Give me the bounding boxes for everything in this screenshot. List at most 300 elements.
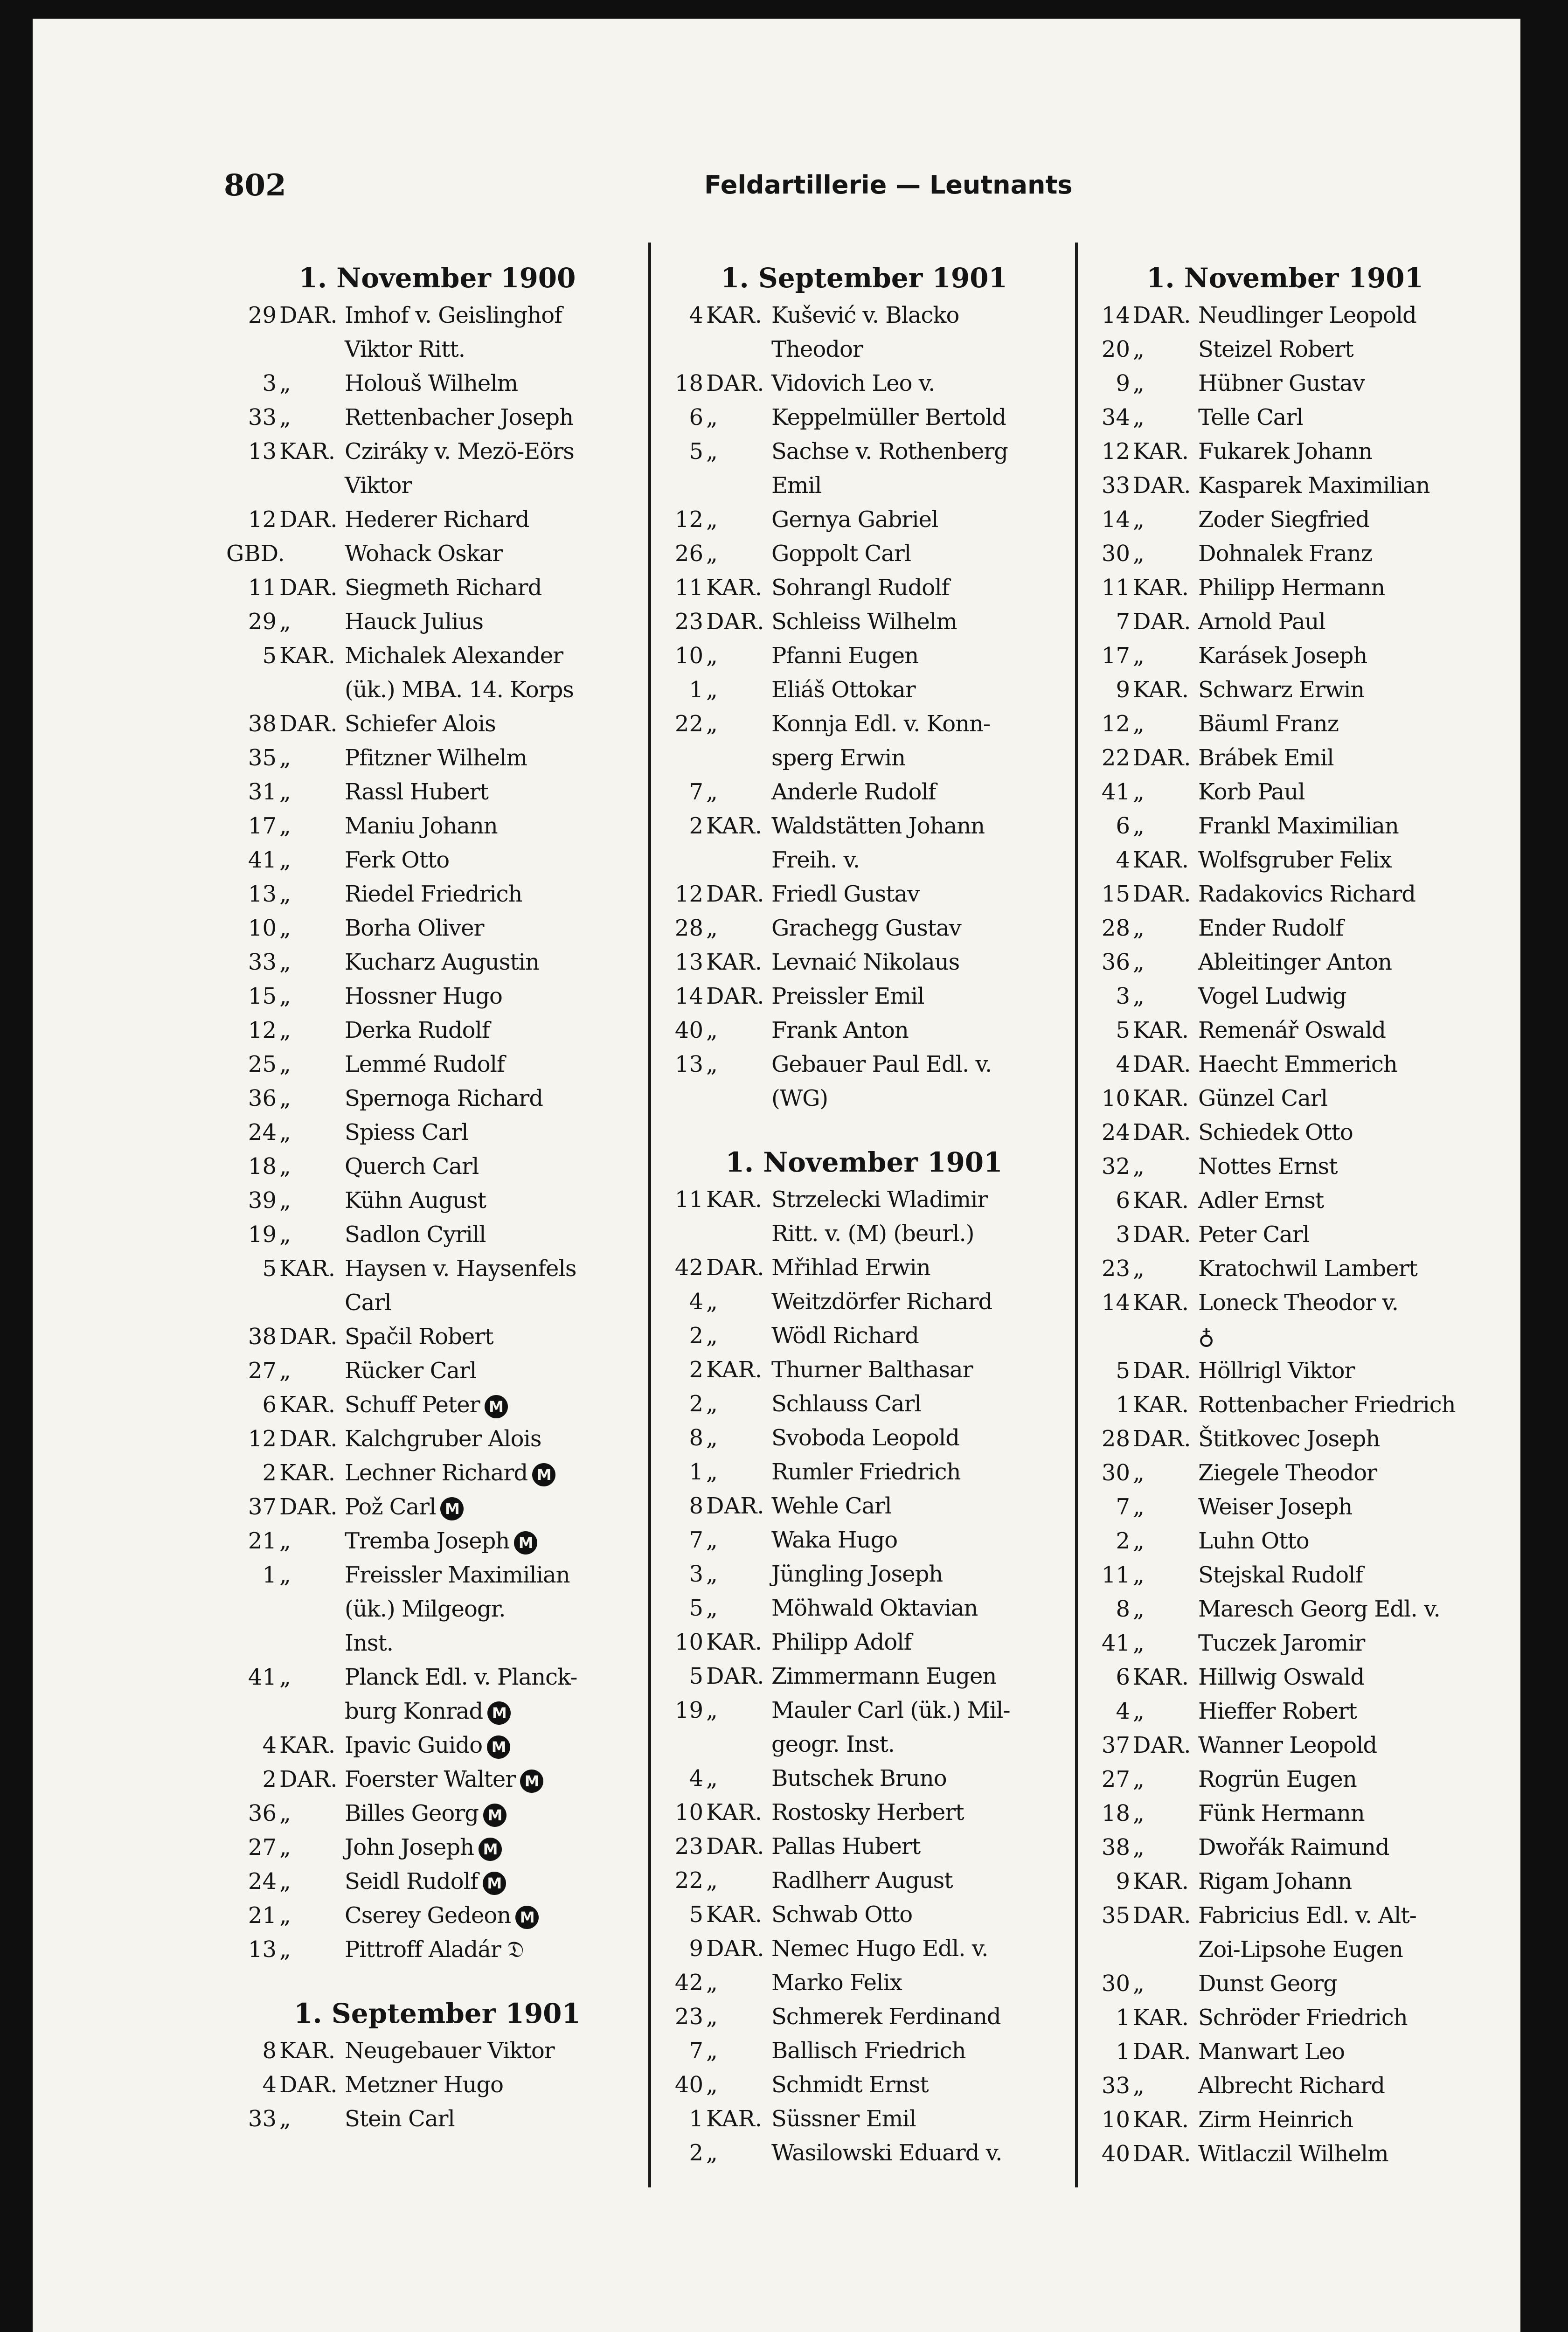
list-entry: [653, 1659, 1075, 1693]
entry-unit: DAR.: [279, 711, 338, 737]
entry-number: 17: [1101, 643, 1130, 669]
entry-unit: „: [279, 609, 291, 635]
list-entry: [1080, 979, 1490, 1013]
entry-unit: „: [279, 1800, 291, 1826]
entry-unit: DAR.: [706, 1936, 764, 1962]
list-entry: [1080, 571, 1490, 605]
entry-number: 3: [262, 370, 277, 396]
list-entry: [653, 1864, 1075, 1898]
entry-unit: DAR.: [1133, 1902, 1191, 1929]
entry-unit: DAR.: [706, 609, 764, 635]
column-divider: [1075, 243, 1078, 2187]
entry-unit: „: [706, 1697, 718, 1723]
entry-number: 41: [1101, 779, 1130, 805]
entry-unit: DAR.: [706, 983, 764, 1009]
entry-name: Riedel Friedrich: [345, 881, 522, 907]
entry-name: Ableitinger Anton: [1198, 949, 1392, 975]
column-divider: [648, 243, 651, 2187]
entry-unit: „: [706, 2072, 718, 2098]
entry-name: Jüngling Joseph: [771, 1561, 943, 1587]
entry-number: 24: [1101, 1119, 1130, 1145]
list-entry: [653, 2068, 1075, 2102]
entry-number: 7: [689, 1527, 703, 1553]
entry-name: Hauck Julius: [345, 609, 484, 635]
entry-unit: KAR.: [1133, 1085, 1189, 1111]
entry-name: Friedl Gustav: [771, 881, 920, 907]
page-number: 802: [224, 168, 286, 203]
entry-name: Steizel Robert: [1198, 336, 1353, 362]
entry-number: 33: [248, 2106, 277, 2132]
entry-name: Wödl Richard: [771, 1323, 919, 1349]
entry-unit: KAR.: [706, 1799, 762, 1825]
entry-unit: KAR.: [1133, 847, 1189, 873]
entry-number: 38: [1101, 1834, 1130, 1860]
list-entry: [226, 2102, 648, 2136]
entry-name: Höllrigl Viktor: [1198, 1358, 1355, 1384]
entry-unit: KAR.: [1133, 2005, 1189, 2031]
list-entry: [653, 1489, 1075, 1523]
entry-number: 1: [1116, 2005, 1130, 2031]
entry-unit: KAR.: [1133, 1290, 1189, 1316]
entry-number: 27: [248, 1358, 277, 1384]
marker-badge-icon: M: [440, 1497, 464, 1520]
entry-name: Preissler Emil: [771, 983, 924, 1009]
entry-number: 2: [689, 813, 703, 839]
entry-name: Schiefer Alois: [345, 711, 496, 737]
entry-name: Lechner Richard M: [345, 1456, 648, 1490]
entry-unit: „: [1133, 2073, 1145, 2099]
entry-name: Günzel Carl: [1198, 1085, 1328, 1111]
list-entry: [653, 1523, 1075, 1557]
entry-number: 17: [248, 813, 277, 839]
entry-name: Schmerek Ferdinand: [771, 2004, 1001, 2030]
entry-number: 41: [248, 847, 277, 873]
entry-name: Rassl Hubert: [345, 779, 488, 805]
list-entry: [653, 1387, 1075, 1421]
entry-unit: KAR.: [279, 1460, 335, 1486]
section-heading: 1. November 1901: [725, 1146, 1003, 1178]
list-entry: [226, 1524, 648, 1558]
entry-number: 4: [262, 2072, 277, 2098]
list-entry: [1080, 639, 1490, 673]
entry-number: 10: [1101, 1085, 1130, 1111]
entry-name: Foerster Walter M: [345, 1763, 648, 1797]
entry-unit: KAR.: [279, 1256, 335, 1282]
list-entry: [226, 537, 648, 571]
list-entry: [1080, 1865, 1490, 1899]
entry-number: 13: [674, 949, 703, 975]
entry-unit: „: [279, 404, 291, 430]
entry-name: Goppolt Carl: [771, 541, 911, 567]
entry-number: 4: [1116, 847, 1130, 873]
entry-number: 27: [1101, 1766, 1130, 1792]
entry-name: Schwarz Erwin: [1198, 677, 1365, 703]
entry-unit: „: [706, 438, 718, 465]
list-entry: [226, 2034, 648, 2068]
entry-name: Freissler Maximilian (ük.) Milgeogr. Inst.: [345, 1562, 570, 1656]
list-entry: [653, 1353, 1075, 1387]
list-entry: [1080, 945, 1490, 979]
entry-name: Wehle Carl: [771, 1493, 892, 1519]
entry-number: 24: [248, 1119, 277, 1145]
entry-unit: DAR.: [1133, 302, 1191, 328]
list-entry: [226, 503, 648, 537]
entry-unit: „: [279, 1187, 291, 1214]
entry-unit: „: [706, 541, 718, 567]
entry-name: Pfitzner Wilhelm: [345, 745, 527, 771]
entry-number: 32: [1101, 1153, 1130, 1180]
entry-unit: „: [1133, 370, 1145, 396]
entry-name: Neugebauer Viktor: [345, 2038, 555, 2064]
entry-number: 38: [248, 1324, 277, 1350]
list-entry: [653, 1455, 1075, 1489]
entry-unit: „: [279, 847, 291, 873]
list-entry: [1080, 401, 1490, 435]
entry-unit: „: [706, 779, 718, 805]
entry-number: 40: [674, 1017, 703, 1043]
list-entry: [226, 1013, 648, 1048]
entry-unit: „: [706, 711, 718, 737]
entry-name: Zoder Siegfried: [1198, 507, 1370, 533]
entry-name: Dunst Georg: [1198, 1971, 1337, 1997]
entry-number: 11: [248, 575, 277, 601]
list-entry: [1080, 435, 1490, 469]
entry-number: GBD.: [226, 541, 285, 567]
entry-unit: KAR.: [279, 438, 335, 465]
entry-number: 10: [674, 1629, 703, 1655]
list-entry: [226, 1320, 648, 1354]
entry-number: 18: [674, 370, 703, 396]
entry-unit: „: [1133, 1630, 1145, 1656]
entry-name: Schröder Friedrich: [1198, 2005, 1408, 2031]
entry-number: 1: [1116, 1392, 1130, 1418]
entry-unit: KAR.: [279, 1392, 335, 1418]
list-entry: [1080, 1013, 1490, 1048]
entry-number: 2: [262, 1460, 277, 1486]
list-entry: [226, 1899, 648, 1933]
entry-unit: „: [279, 1017, 291, 1043]
entry-unit: KAR.: [706, 813, 762, 839]
list-entry: [653, 1796, 1075, 1830]
entry-name: Thurner Balthasar: [771, 1357, 973, 1383]
column-1: [226, 261, 648, 2136]
entry-unit: DAR.: [706, 1493, 764, 1519]
list-entry: [653, 2102, 1075, 2136]
entry-name: Mauler Carl (ük.) Mil- geogr. Inst.: [771, 1697, 1010, 1757]
entry-unit: KAR.: [279, 643, 335, 669]
entry-unit: KAR.: [706, 1357, 762, 1383]
entry-name: Planck Edl. v. Planck- burg Konrad M: [345, 1664, 577, 1724]
entry-unit: DAR.: [279, 507, 338, 533]
list-entry: [653, 639, 1075, 673]
entry-number: 38: [248, 711, 277, 737]
entry-name: Stejskal Rudolf: [1198, 1562, 1363, 1588]
list-entry: [1080, 2069, 1490, 2103]
entry-number: 5: [689, 1663, 703, 1689]
entry-number: 33: [248, 949, 277, 975]
entry-name: Bäuml Franz: [1198, 711, 1339, 737]
entry-unit: „: [1133, 1153, 1145, 1180]
list-entry: [653, 1183, 1075, 1251]
entry-number: 2: [262, 1766, 277, 1792]
list-entry: [1080, 1728, 1490, 1763]
entry-number: 29: [248, 302, 277, 328]
entry-name: Zirm Heinrich: [1198, 2107, 1353, 2133]
list-entry: [1080, 298, 1490, 333]
entry-name: Kasparek Maximilian: [1198, 472, 1430, 499]
list-entry: [1080, 775, 1490, 809]
entry-name: Levnaić Nikolaus: [771, 949, 960, 975]
list-entry: [1080, 2103, 1490, 2137]
list-entry: [226, 979, 648, 1013]
entry-name: Spernoga Richard: [345, 1085, 543, 1111]
list-entry: [226, 741, 648, 775]
entry-unit: DAR.: [1133, 2039, 1191, 2065]
entry-number: 33: [1101, 472, 1130, 499]
entry-number: 10: [674, 643, 703, 669]
section-heading: 1. November 1900: [298, 262, 576, 294]
entry-unit: „: [706, 1323, 718, 1349]
list-entry: [1080, 1456, 1490, 1490]
list-entry: [226, 1660, 648, 1728]
entry-name: Maniu Johann: [345, 813, 498, 839]
entry-name: Pittroff Aladár 𝔇: [345, 1936, 524, 1963]
entry-number: 6: [689, 404, 703, 430]
section-heading: 1. September 1901: [294, 1998, 581, 2029]
list-entry: [226, 945, 648, 979]
entry-unit: „: [1133, 1800, 1145, 1826]
entry-name: Borha Oliver: [345, 915, 484, 941]
entry-unit: KAR.: [1133, 1017, 1189, 1043]
entry-name: Spiess Carl: [345, 1119, 468, 1145]
entry-unit: KAR.: [1133, 1392, 1189, 1418]
entry-unit: DAR.: [1133, 745, 1191, 771]
entry-name: Manwart Leo: [1198, 2039, 1345, 2065]
list-entry: [1080, 1184, 1490, 1218]
entry-name: Sachse v. Rothenberg Emil: [771, 438, 1008, 499]
list-entry: [653, 2000, 1075, 2034]
entry-number: 28: [1101, 915, 1130, 941]
marker-badge-icon: M: [514, 1531, 537, 1555]
entry-unit: „: [706, 1765, 718, 1791]
list-entry: [653, 1285, 1075, 1319]
entry-name: Querch Carl: [345, 1153, 479, 1180]
entry-unit: „: [1133, 541, 1145, 567]
entry-name: Hillwig Oswald: [1198, 1664, 1365, 1690]
entry-number: 15: [1101, 881, 1130, 907]
entry-name: Ferk Otto: [345, 847, 450, 873]
list-entry: [1080, 537, 1490, 571]
entry-unit: „: [1133, 949, 1145, 975]
entry-number: 3: [689, 1561, 703, 1587]
entry-number: 8: [689, 1425, 703, 1451]
entry-number: 12: [248, 1426, 277, 1452]
entry-name: Gernya Gabriel: [771, 507, 938, 533]
entry-unit: „: [706, 1051, 718, 1077]
list-entry: [653, 1319, 1075, 1353]
entry-name: Metzner Hugo: [345, 2072, 504, 2098]
entry-number: 5: [689, 1902, 703, 1928]
list-entry: [226, 367, 648, 401]
entry-name: Hossner Hugo: [345, 983, 502, 1009]
entry-number: 4: [1116, 1698, 1130, 1724]
list-entry: [653, 503, 1075, 537]
entry-number: 20: [1101, 336, 1130, 362]
entry-name: Hübner Gustav: [1198, 370, 1365, 396]
entry-name: Brábek Emil: [1198, 745, 1334, 771]
entry-unit: „: [1133, 1528, 1145, 1554]
entry-unit: DAR.: [1133, 1358, 1191, 1384]
entry-name: Peter Carl: [1198, 1222, 1310, 1248]
entry-number: 23: [674, 609, 703, 635]
entry-number: 14: [674, 983, 703, 1009]
list-entry: [226, 775, 648, 809]
entry-number: 6: [1116, 1664, 1130, 1690]
entry-name: Haysen v. Haysenfels Carl: [345, 1256, 576, 1316]
list-entry: [653, 2034, 1075, 2068]
entry-number: 9: [689, 1936, 703, 1962]
entry-unit: „: [706, 1527, 718, 1553]
entry-number: 1: [689, 1459, 703, 1485]
entry-name: Wolfsgruber Felix: [1198, 847, 1392, 873]
entry-number: 8: [1116, 1596, 1130, 1622]
entry-number: 14: [1101, 302, 1130, 328]
list-entry: [226, 1490, 648, 1524]
entry-number: 34: [1101, 404, 1130, 430]
entry-number: 2: [1116, 1528, 1130, 1554]
entry-number: 41: [1101, 1630, 1130, 1656]
list-entry: [1080, 2001, 1490, 2035]
entry-name: Telle Carl: [1198, 404, 1303, 430]
entry-name: Dwořák Raimund: [1198, 1834, 1389, 1860]
entry-unit: „: [279, 949, 291, 975]
entry-number: 5: [262, 643, 277, 669]
entry-unit: KAR.: [279, 2038, 335, 2064]
entry-name: Vidovich Leo v.: [771, 370, 935, 396]
entry-number: 19: [248, 1222, 277, 1248]
entry-name: Weiser Joseph: [1198, 1494, 1353, 1520]
entry-unit: KAR.: [1133, 438, 1189, 465]
entry-name: Pfanni Eugen: [771, 643, 919, 669]
entry-name: Gebauer Paul Edl. v. (WG): [771, 1051, 992, 1111]
list-entry: [226, 1116, 648, 1150]
entry-name: Wanner Leopold: [1198, 1732, 1377, 1758]
entry-number: 42: [674, 1255, 703, 1281]
entry-unit: „: [279, 370, 291, 396]
list-entry: [1080, 911, 1490, 945]
entry-unit: „: [279, 1562, 291, 1588]
entry-name: Loneck Theodor v. ♁: [1198, 1290, 1399, 1350]
list-entry: [1080, 1592, 1490, 1626]
entry-number: 37: [1101, 1732, 1130, 1758]
entry-unit: KAR.: [706, 302, 762, 328]
entry-name: Hederer Richard: [345, 507, 529, 533]
entry-unit: DAR.: [279, 1494, 338, 1520]
entry-name: Tremba Joseph M: [345, 1524, 648, 1558]
entry-name: Hieffer Robert: [1198, 1698, 1357, 1724]
entry-number: 14: [1101, 1290, 1130, 1316]
entry-unit: „: [279, 1528, 291, 1554]
entry-unit: „: [1133, 915, 1145, 941]
list-entry: [1080, 707, 1490, 741]
list-entry: [1080, 673, 1490, 707]
list-entry: [1080, 1660, 1490, 1694]
entry-number: 30: [1101, 1971, 1130, 1997]
entry-name: Schwab Otto: [771, 1902, 913, 1928]
entry-unit: DAR.: [279, 575, 338, 601]
entry-number: 22: [674, 711, 703, 737]
entry-unit: „: [279, 1358, 291, 1384]
entry-name: Cziráky v. Mezö-Eörs Viktor: [345, 438, 574, 499]
entry-name: Karásek Joseph: [1198, 643, 1367, 669]
entry-name: Süssner Emil: [771, 2106, 916, 2132]
list-entry: [653, 298, 1075, 367]
entry-number: 2: [689, 1391, 703, 1417]
list-entry: [1080, 1116, 1490, 1150]
entry-unit: „: [279, 1051, 291, 1077]
list-entry: [1080, 2035, 1490, 2069]
entry-number: 30: [1101, 541, 1130, 567]
entry-unit: „: [706, 2004, 718, 2030]
list-entry: [653, 1013, 1075, 1048]
list-entry: [653, 707, 1075, 775]
list-entry: [226, 1728, 648, 1763]
entry-name: Grachegg Gustav: [771, 915, 961, 941]
list-entry: [653, 435, 1075, 503]
entry-name: Pallas Hubert: [771, 1833, 921, 1860]
marker-badge-icon: M: [483, 1804, 506, 1827]
entry-number: 36: [248, 1800, 277, 1826]
entry-name: Svoboda Leopold: [771, 1425, 960, 1451]
list-entry: [1080, 1558, 1490, 1592]
entry-name: Rettenbacher Joseph: [345, 404, 574, 430]
list-entry: [226, 877, 648, 911]
entry-number: 35: [1101, 1902, 1130, 1929]
entry-unit: „: [1133, 983, 1145, 1009]
entry-number: 24: [248, 1868, 277, 1895]
list-entry: [226, 1456, 648, 1490]
entry-unit: „: [1133, 1460, 1145, 1486]
entry-name: Wohack Oskar: [345, 541, 503, 567]
entry-number: 5: [1116, 1017, 1130, 1043]
entry-unit: „: [279, 1834, 291, 1860]
entry-name: Imhof v. Geislinghof Viktor Ritt.: [345, 302, 562, 362]
entry-number: 37: [248, 1494, 277, 1520]
entry-unit: DAR.: [706, 1255, 764, 1281]
entry-name: Eliáš Ottokar: [771, 677, 916, 703]
list-entry: [1080, 1048, 1490, 1082]
list-entry: [226, 1388, 648, 1422]
entry-name: Fukarek Johann: [1198, 438, 1373, 465]
list-entry: [226, 1082, 648, 1116]
entry-number: 6: [1116, 1187, 1130, 1214]
entry-name: Mřihlad Erwin: [771, 1255, 930, 1281]
entry-unit: „: [1133, 404, 1145, 430]
entry-name: Cserey Gedeon M: [345, 1899, 648, 1933]
entry-name: Rumler Friedrich: [771, 1459, 961, 1485]
entry-number: 18: [1101, 1800, 1130, 1826]
entry-number: 4: [262, 1732, 277, 1758]
entry-name: Schiedek Otto: [1198, 1119, 1353, 1145]
entry-unit: KAR.: [1133, 1187, 1189, 1214]
entry-unit: „: [706, 1289, 718, 1315]
entry-number: 19: [674, 1697, 703, 1723]
entry-unit: „: [279, 1868, 291, 1895]
entry-name: Štitkovec Joseph: [1198, 1426, 1380, 1452]
list-entry: [653, 2136, 1075, 2170]
list-entry: [1080, 1524, 1490, 1558]
list-entry: [653, 979, 1075, 1013]
